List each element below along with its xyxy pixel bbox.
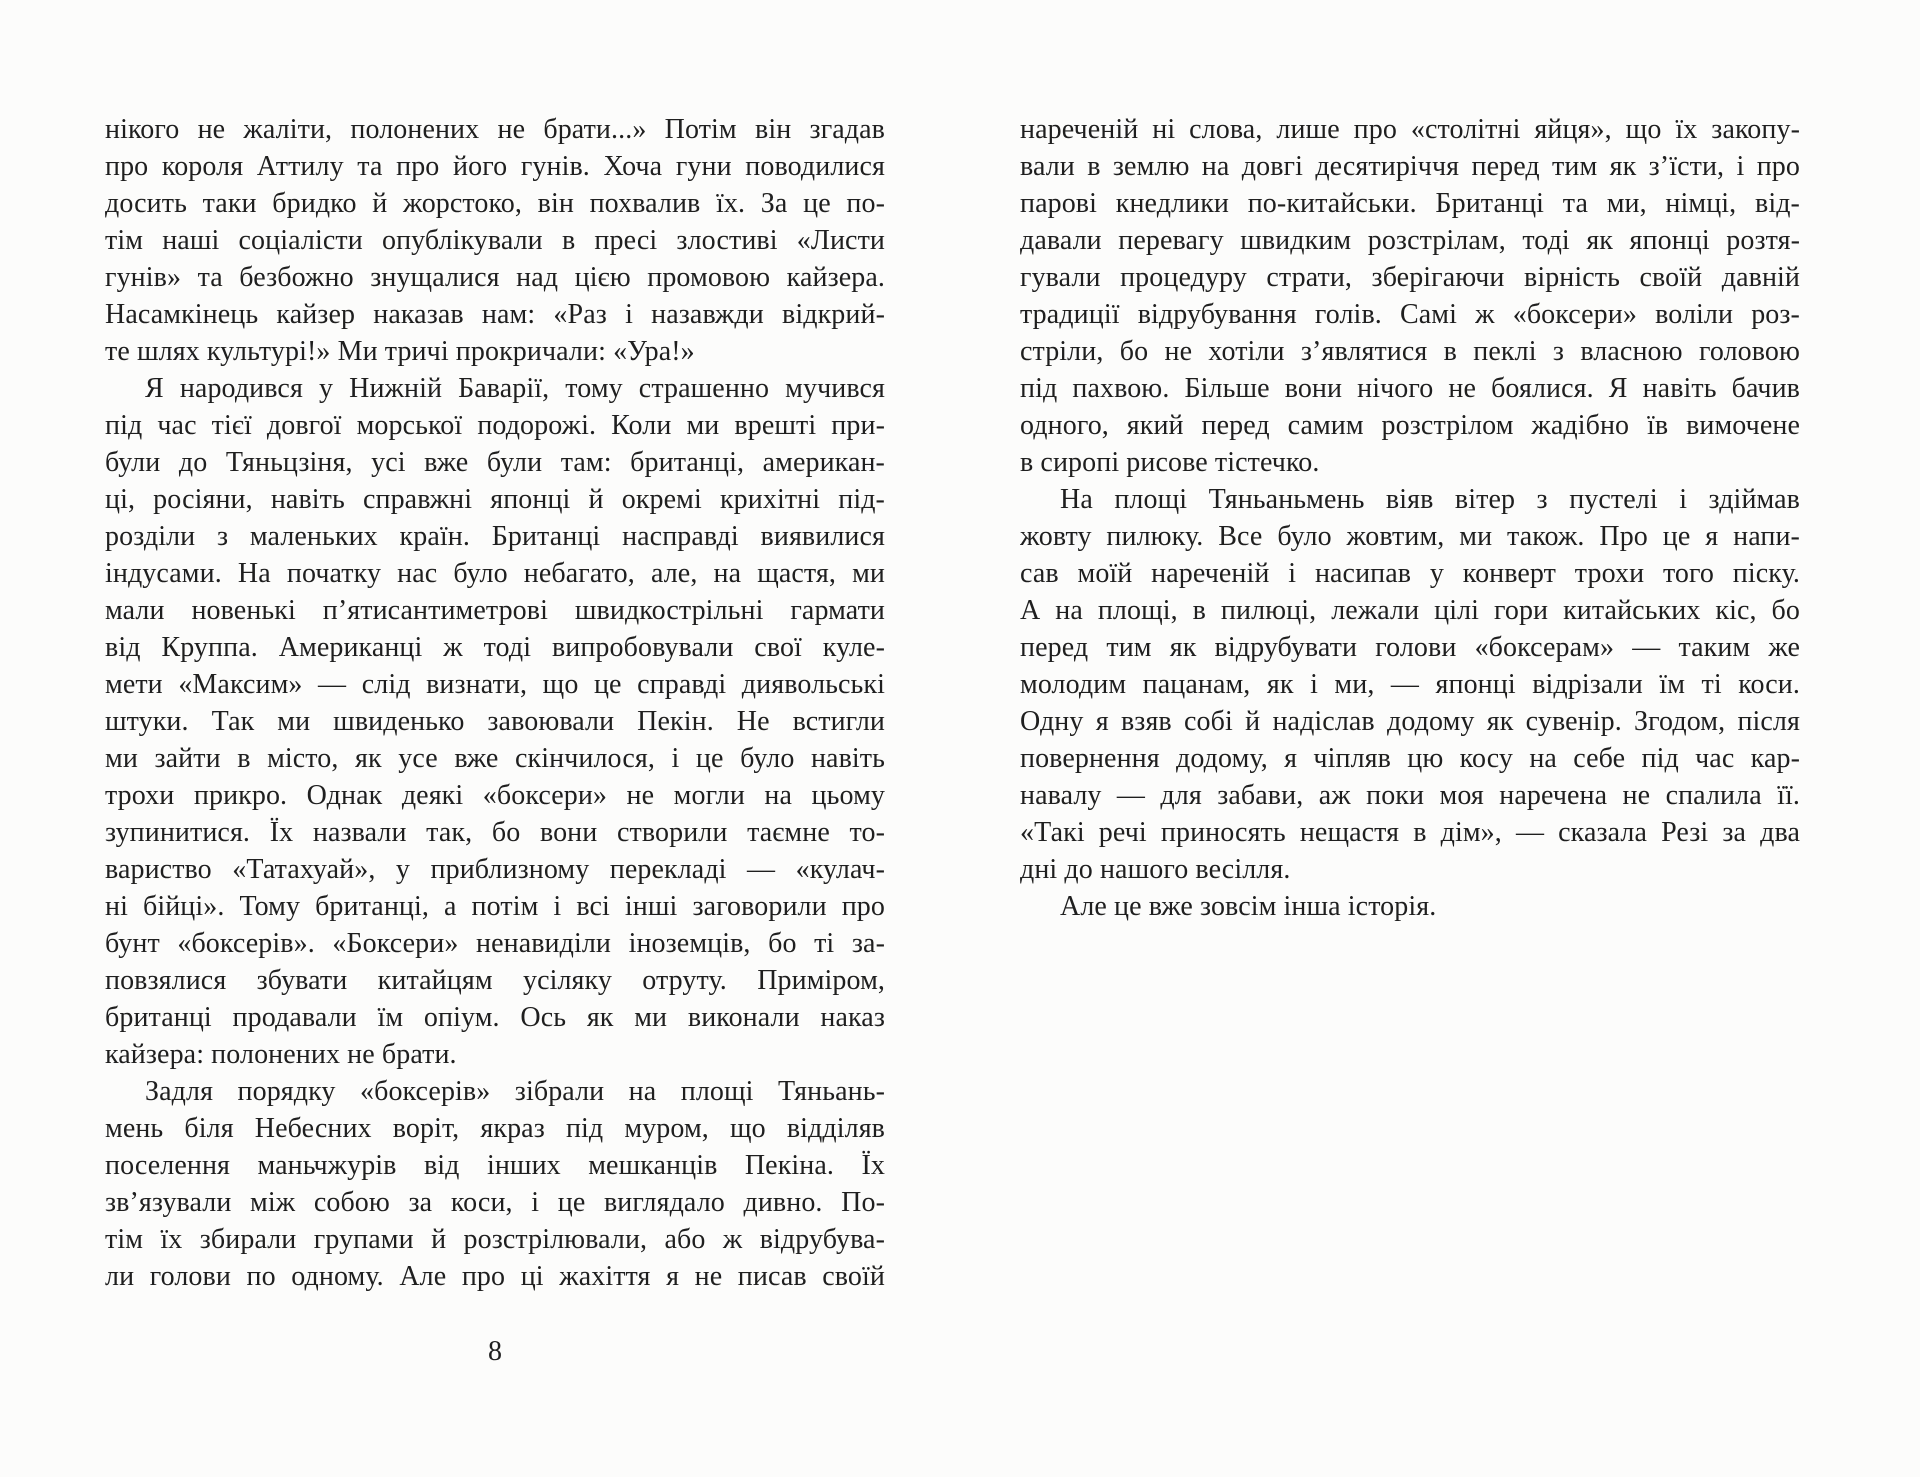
text-line: сав моїй нареченій і насипав у конверт трохи того піску.: [1020, 558, 1800, 589]
text-line: ці, росіяни, навіть справжні японці й окремі крихітні під-: [105, 484, 885, 515]
text-line: Насамкінець кайзер наказав нам: «Раз і назавжди відкрий-: [105, 299, 885, 330]
text-line: жовту пилюку. Все було жовтим, ми також. Про це я напи-: [1020, 521, 1800, 552]
text-line: в сиропі рисове тістечко.: [1020, 447, 1320, 478]
text-line: ми зайти в місто, як усе вже скінчилося, і це було навіть: [105, 743, 885, 774]
text-line: вали в землю на довгі десятиріччя перед тим як з’їсти, і про: [1020, 151, 1800, 182]
text-line: мали новенькі п’ятисантиметрові швидкострільні гармати: [105, 595, 885, 626]
text-line: А на площі, в пилюці, лежали цілі гори китайських кіс, бо: [1020, 595, 1800, 626]
text-line: стріли, бо не хотіли з’являтися в пеклі з власною головою: [1020, 336, 1800, 367]
text-line: повзялися збувати китайцям усіляку отруту. Приміром,: [105, 965, 885, 996]
text-line: британці продавали їм опіум. Ось як ми виконали наказ: [105, 1002, 885, 1033]
text-line: гунів» та безбожно знущалися над цією промовою кайзера.: [105, 262, 885, 293]
left-page-number: 8: [488, 1336, 502, 1367]
text-line: ли голови по одному. Але про ці жахіття я не писав своїй: [105, 1261, 885, 1292]
text-line: На площі Тяньаньмень віяв вітер з пустелі і здіймав: [1060, 484, 1800, 515]
text-line: під пахвою. Більше вони нічого не боялися. Я навіть бачив: [1020, 373, 1800, 404]
text-line: були до Тяньцзіня, усі вже були там: британці, американ-: [105, 447, 885, 478]
text-line: традиції відрубування голів. Самі ж «боксери» воліли роз-: [1020, 299, 1800, 330]
text-line: нареченій ні слова, лише про «столітні яйця», що їх закопу-: [1020, 114, 1800, 145]
text-line: ні бійці». Тому британці, а потім і всі інші заговорили про: [105, 891, 885, 922]
text-line: Одну я взяв собі й надіслав додому як сувенір. Згодом, після: [1020, 706, 1800, 737]
text-line: бунт «боксерів». «Боксери» ненавиділи іноземців, бо ті за-: [105, 928, 885, 959]
text-line: одного, який перед самим розстрілом жадібно їв вимочене: [1020, 410, 1800, 441]
text-line: тім їх збирали групами й розстрілювали, або ж відрубува-: [105, 1224, 885, 1255]
text-line: Я народився у Нижній Баварії, тому страшенно мучився: [145, 373, 885, 404]
text-line: дні до нашого весілля.: [1020, 854, 1291, 885]
text-line: парові кнедлики по-китайськи. Британці та ми, німці, від-: [1020, 188, 1800, 219]
text-line: мень біля Небесних воріт, якраз під муром, що відділяв: [105, 1113, 885, 1144]
text-line: трохи прикро. Однак деякі «боксери» не могли на цьому: [105, 780, 885, 811]
text-line: мети «Максим» — слід визнати, що це справді диявольські: [105, 669, 885, 700]
text-line: індусами. На початку нас було небагато, але, на щастя, ми: [105, 558, 885, 589]
right-page-text: [1020, 111, 1800, 925]
text-line: перед тим як відрубувати голови «боксерам» — таким же: [1020, 632, 1800, 663]
text-line: Задля порядку «боксерів» зібрали на площі Тяньань-: [145, 1076, 885, 1107]
text-line: під час тієї довгої морської подорожі. Коли ми врешті при-: [105, 410, 885, 441]
text-line: давали перевагу швидким розстрілам, тоді як японці розтя-: [1020, 225, 1800, 256]
text-line: нікого не жаліти, полонених не брати...» Потім він згадав: [105, 114, 885, 145]
text-line: те шлях культурі!» Ми тричі прокричали: «Ура!»: [105, 336, 695, 367]
text-line: кайзера: полонених не брати.: [105, 1039, 457, 1070]
text-line: розділи з маленьких країн. Британці насправді виявилися: [105, 521, 885, 552]
text-line: штуки. Так ми швиденько завоювали Пекін. Не встигли: [105, 706, 885, 737]
text-line: Але це вже зовсім інша історія.: [1060, 891, 1437, 922]
text-line: від Круппа. Американці ж тоді випробовували свої куле-: [105, 632, 885, 663]
text-line: повернення додому, я чіпляв цю косу на себе під час кар-: [1020, 743, 1800, 774]
text-line: тім наші соціалісти опублікували в пресі злостиві «Листи: [105, 225, 885, 256]
text-line: гували процедуру страти, зберігаючи вірність своїй давній: [1020, 262, 1800, 293]
text-line: досить таки бридко й жорстоко, він похвалив їх. За це по-: [105, 188, 885, 219]
text-line: зупинитися. Їх назвали так, бо вони створили таємне то-: [105, 817, 885, 848]
right-page: [960, 0, 1920, 1477]
text-line: зв’язували між собою за коси, і це виглядало дивно. По-: [105, 1187, 885, 1218]
left-page-text: [105, 111, 885, 1295]
text-line: вариство «Татахуай», у приблизному перекладі — «кулач-: [105, 854, 885, 885]
text-line: «Такі речі приносять нещастя в дім», — сказала Резі за два: [1020, 817, 1800, 848]
text-line: навалу — для забави, аж поки моя наречена не спалила її.: [1020, 780, 1800, 811]
text-line: поселення маньчжурів від інших мешканців Пекіна. Їх: [105, 1150, 885, 1181]
text-line: про короля Аттилу та про його гунів. Хоча гуни поводилися: [105, 151, 885, 182]
text-line: молодим пацанам, як і ми, — японці відрізали їм ті коси.: [1020, 669, 1800, 700]
